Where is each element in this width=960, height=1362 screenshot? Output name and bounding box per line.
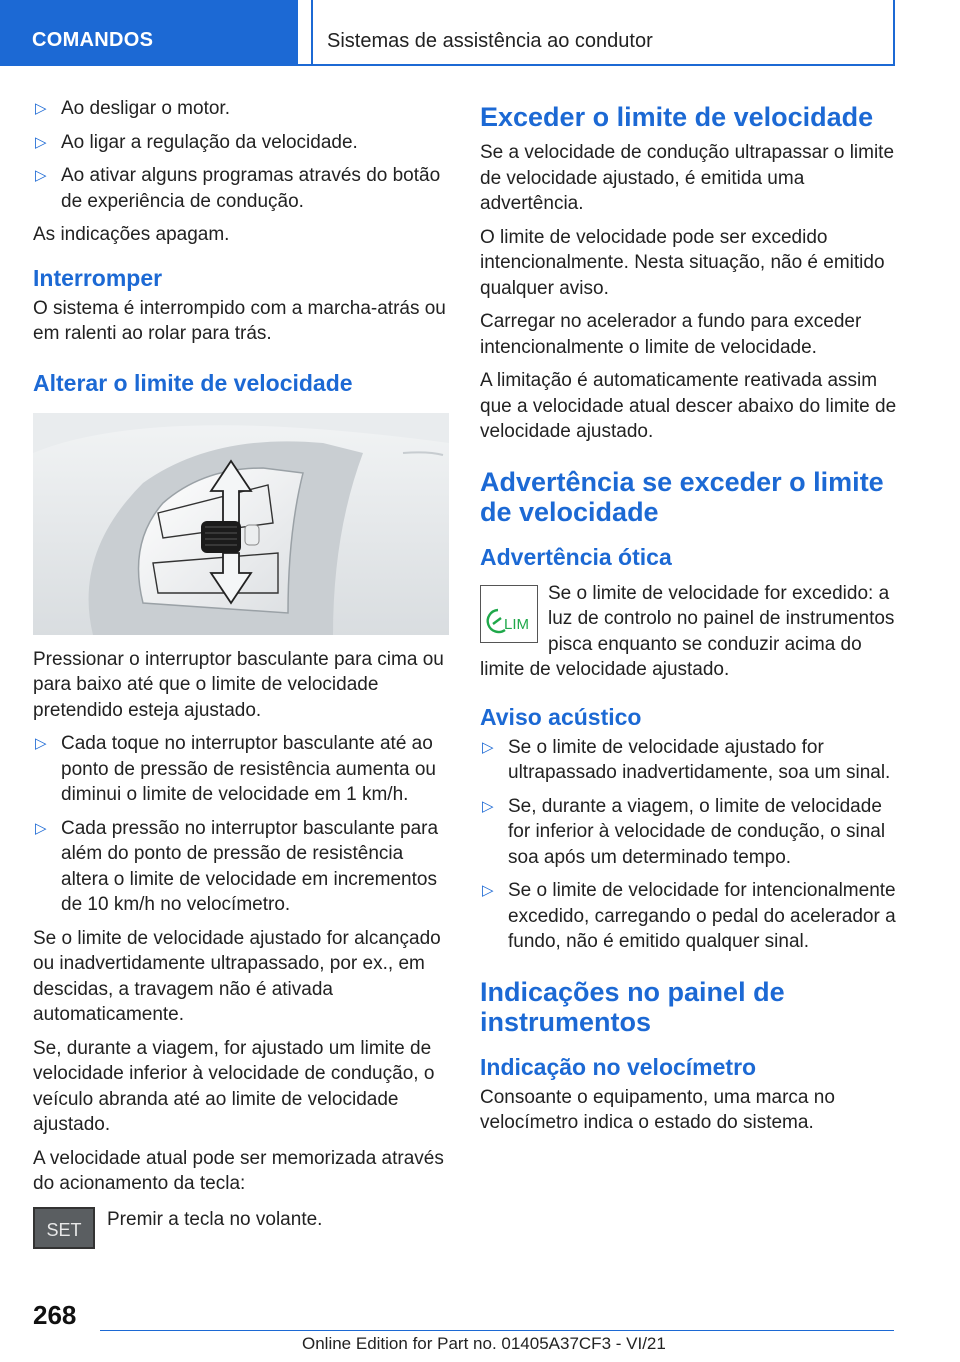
footer-rule: [100, 1330, 894, 1331]
heading-interromper: Interromper: [33, 264, 163, 291]
set-key-icon: SET: [33, 1207, 95, 1249]
lim-warning-block: [480, 581, 898, 683]
set-key-instruction: [33, 1207, 449, 1253]
heading-indicacao-velocimetro: Indicação no velocímetro: [480, 1053, 757, 1080]
section-label: COMANDOS: [32, 29, 154, 51]
bullet-triangle-icon: ▷: [35, 100, 47, 117]
heading-aviso-acustico: Aviso acústico: [480, 703, 642, 730]
rocker-switch-illustration: [33, 413, 449, 635]
list-item: ▷ Se o limite de velocidade for intencionalmente excedido, carregando o pedal do acelerador a fundo, não é emitido qualquer sinal.: [482, 880, 896, 952]
lim-indicator-icon: [480, 585, 538, 643]
paragraph: O sistema é interrompido com a marcha-atrás ou em ralenti ao rolar para trás.: [33, 297, 446, 344]
steering-wheel-switch-image: [33, 413, 449, 635]
heading-exceder-limite: Exceder o limite de velocidade: [480, 102, 874, 132]
edition-text: Online Edition for Part no. 01405A37CF3 - VI/21: [302, 1334, 666, 1353]
paragraph: Se o limite de velocidade for excedido: a luz de controlo no painel de instrumentos pisca enquanto se conduzir acima do limite de velocidade ajustado.: [480, 582, 895, 680]
chapter-title: Sistemas de assistência ao condutor: [327, 30, 653, 52]
paragraph: O limite de velocidade pode ser excedido intencionalmente. Nesta situação, não é emitido qualquer aviso.: [480, 226, 885, 299]
list-item: ▷ Ao desligar o motor.: [33, 96, 449, 122]
list-item: ▷ Se o limite de velocidade ajustado for ultrapassado inadvertidamente, soa um sinal.: [482, 736, 891, 783]
paragraph: Se o limite de velocidade ajustado for alcançado ou inadvertidamente ultrapassado, por ex., em descidas, a travagem não é ativada automaticamente.: [33, 927, 441, 1025]
section-tab: [0, 0, 298, 66]
paragraph: Se, durante a viagem, for ajustado um limite de velocidade inferior à velocidade de condução, o veículo abranda até ao limite de velocidade ajustado.: [33, 1037, 435, 1135]
header-divider-left: [311, 0, 313, 66]
paragraph: A limitação é automaticamente reativada assim que a velocidade atual descer abaixo do limite de velocidade ajustado.: [480, 370, 897, 442]
paragraph: A velocidade atual pode ser memorizada através do acionamento da tecla:: [33, 1147, 444, 1194]
paragraph: Consoante o equipamento, uma marca no velocímetro indica o estado do sistema.: [480, 1086, 835, 1133]
lim-text: LIM: [504, 615, 530, 633]
left-column: [33, 96, 449, 1253]
header-divider-right: [893, 0, 895, 66]
set-key-text: Premir a tecla no volante.: [107, 1208, 323, 1230]
heading-alterar-limite: Alterar o limite de velocidade: [33, 369, 353, 396]
page-header: [0, 0, 960, 66]
paragraph: As indicações apagam.: [33, 224, 230, 245]
list-item: ▷ Se, durante a viagem, o limite de velocidade for inferior à velocidade de condução, o sinal soa após um determinado tempo.: [482, 795, 886, 868]
list-item: ▷ Ao ligar a regulação da velocidade.: [33, 130, 449, 156]
heading-advertencia-limite: Advertência se exceder o limite de velocidade: [480, 466, 884, 527]
page-number: 268: [33, 1300, 77, 1330]
paragraph: Carregar no acelerador a fundo para exceder intencionalmente o limite de velocidade.: [480, 311, 862, 358]
bullet-triangle-icon: ▷: [482, 797, 494, 815]
bullet-triangle-icon: ▷: [35, 167, 47, 184]
header-rule: [0, 64, 895, 66]
bullet-triangle-icon: ▷: [35, 819, 47, 837]
bullet-triangle-icon: ▷: [482, 738, 494, 756]
paragraph: Se a velocidade de condução ultrapassar o limite de velocidade ajustado, é emitida uma advertência.: [480, 142, 895, 214]
bullet-triangle-icon: ▷: [35, 133, 47, 151]
list-item: ▷ Cada pressão no interruptor basculante para além do ponto de pressão de resistência altera o limite de velocidade em incrementos de 10 km/h no velocímetro.: [35, 817, 439, 915]
bullet-triangle-icon: ▷: [35, 735, 47, 752]
heading-advertencia-otica: Advertência ótica: [480, 543, 672, 570]
heading-indicacoes-painel: Indicações no painel de instrumentos: [480, 976, 785, 1037]
paragraph: Pressionar o interruptor basculante para cima ou para baixo até que o limite de velocidade pretendido esteja ajustado.: [33, 648, 444, 721]
right-column: [480, 96, 898, 1144]
list-item: ▷ Cada toque no interruptor basculante até ao ponto de pressão de resistência aumenta ou diminui o limite de velocidade em 1 km/h.: [35, 733, 436, 805]
list-item: ▷ Ao ativar alguns programas através do botão de experiência de condução.: [35, 165, 441, 212]
bullet-triangle-icon: ▷: [482, 882, 494, 899]
